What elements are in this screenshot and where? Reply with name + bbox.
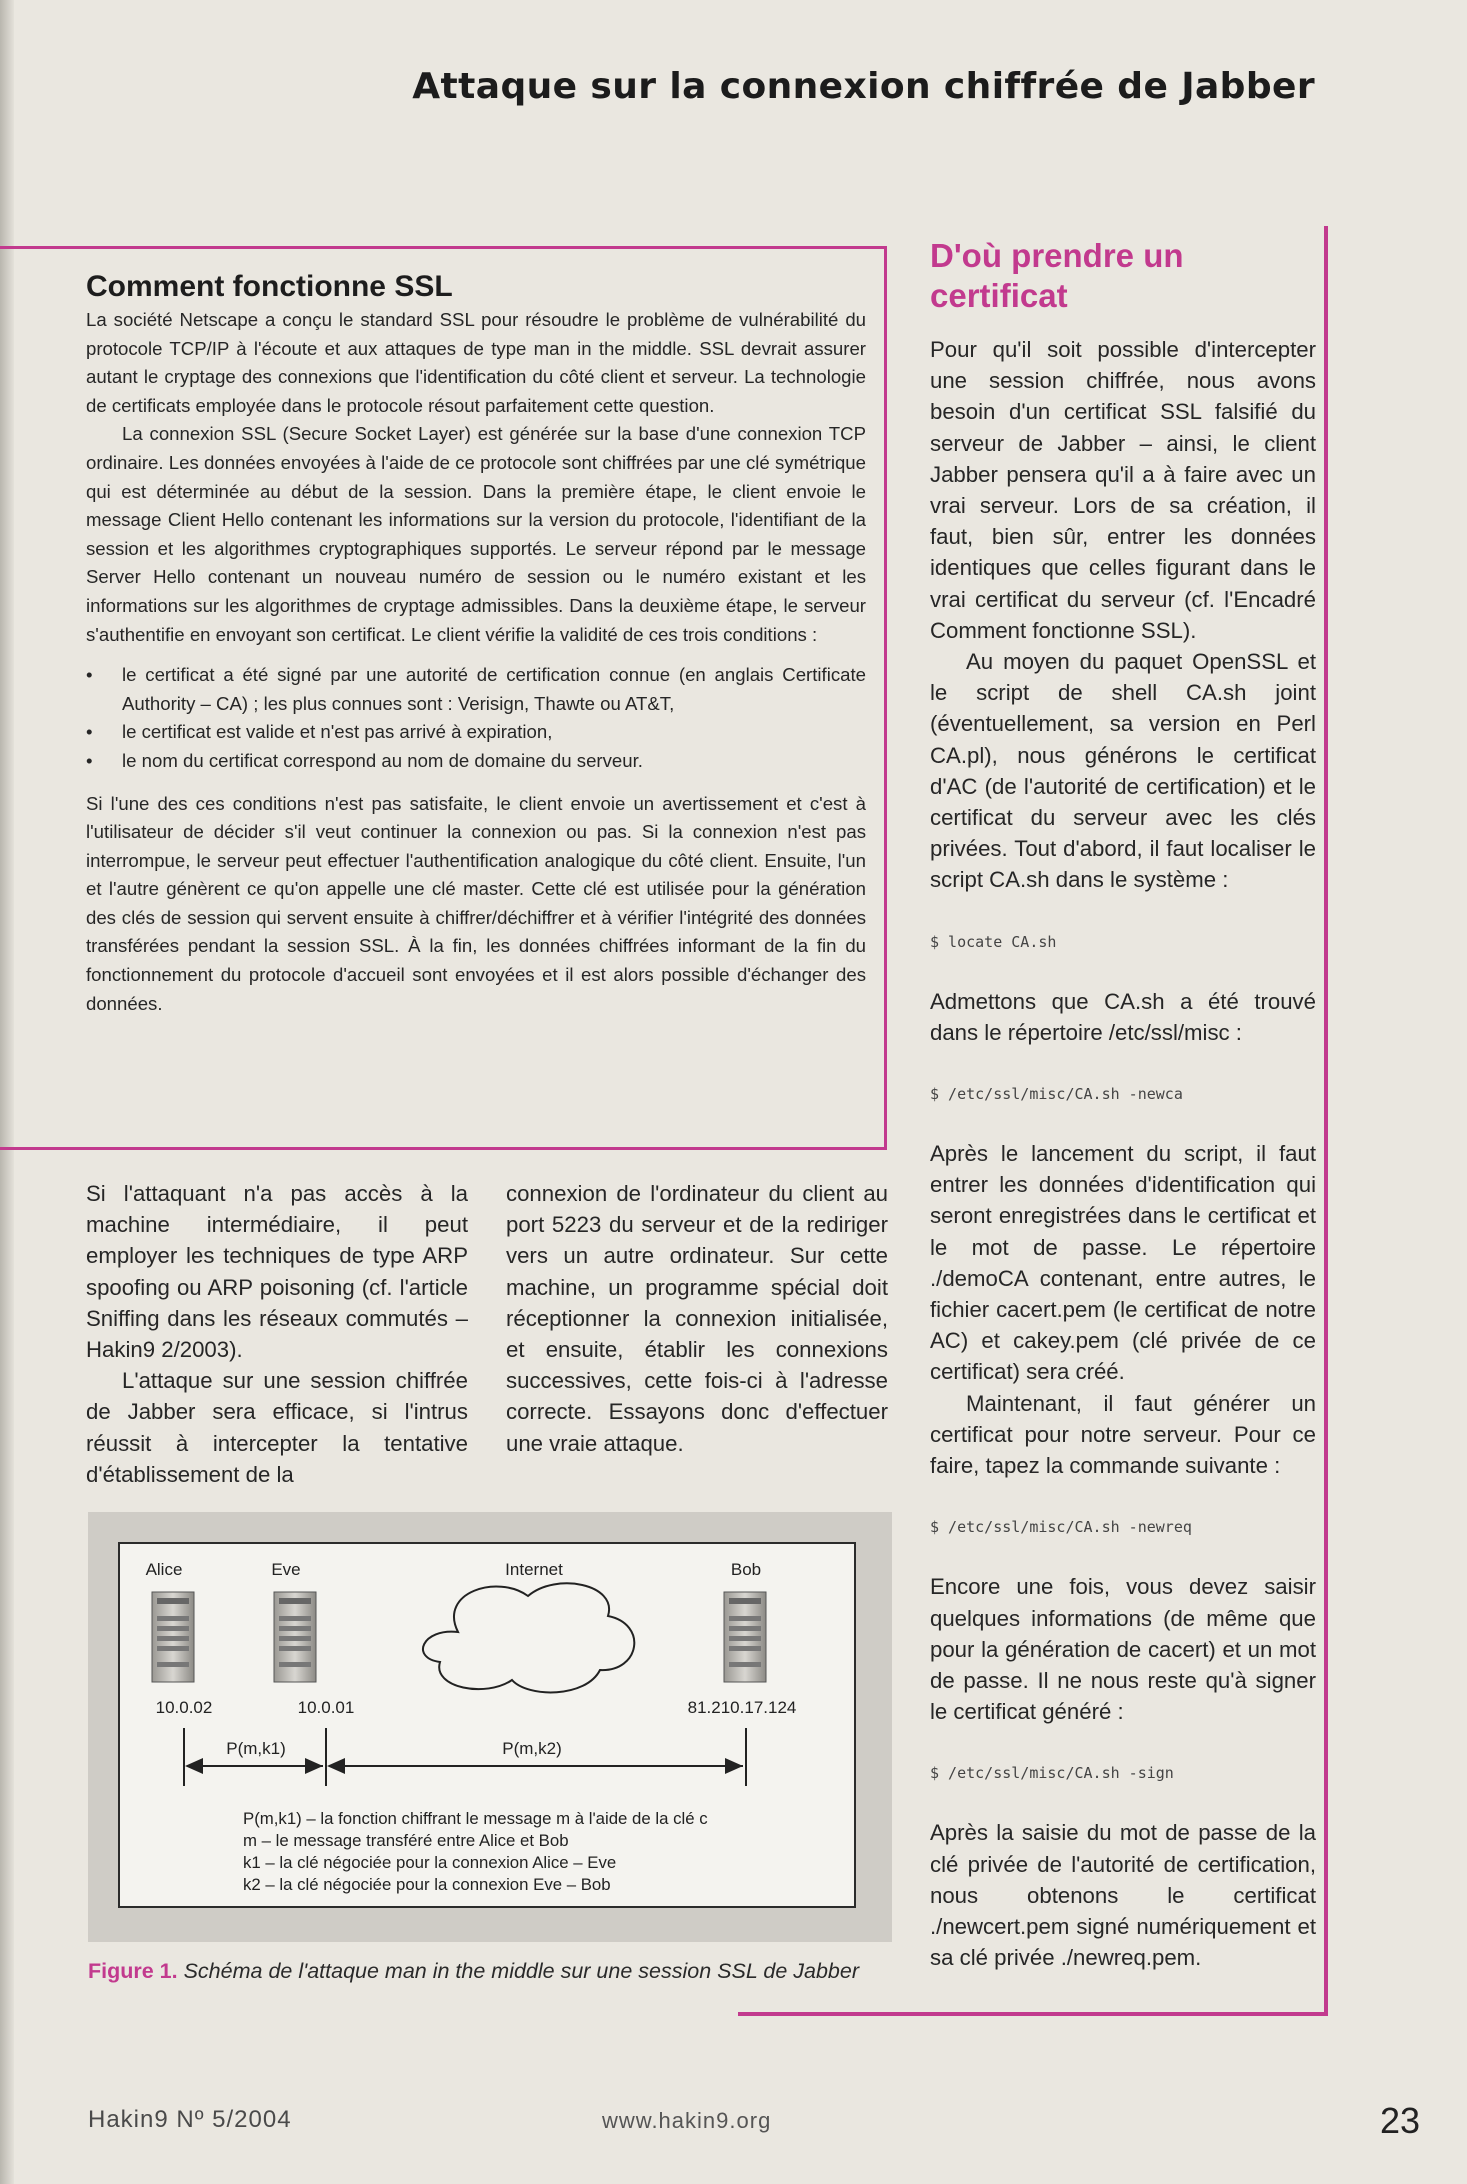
legend-line: P(m,k1) – la fonction chiffrant le message m à l'aide de la clé c <box>243 1809 708 1828</box>
right-column-title: D'où prendre un certificat <box>930 237 1184 314</box>
code-line: $ locate CA.sh <box>930 932 1057 951</box>
figure-1 <box>88 1512 892 1942</box>
internet-cloud-icon <box>423 1583 634 1692</box>
paragraph: Admettons que CA.sh a été trouvé dans le répertoire /etc/ssl/misc : <box>930 988 1316 1045</box>
paragraph: L'attaque sur une session chiffrée de Jabber sera efficace, si l'intrus réussit à intercepter la tentative d'établissement de la <box>86 1368 468 1487</box>
sidebar-title: Comment fonctionne SSL <box>86 270 453 303</box>
sidebar-conditions-list <box>86 661 866 775</box>
node-label-eve: Eve <box>271 1560 301 1579</box>
footer-issue: Hakin9 Nº 5/2004 <box>88 2106 292 2133</box>
right-column <box>930 236 1316 1973</box>
sidebar-paragraph: La société Netscape a conçu le standard SSL pour résoudre le problème de vulnérabilité du protocole TCP/IP à l'écoute et aux attaques de type man in the middle. SSL devrait assurer autant le cryptage des connexions que l'identification du côté client et serveur. La technologie de certificats employée dans le protocole résout parfaitement cette question. <box>86 309 866 416</box>
paragraph: connexion de l'ordinateur du client au port 5223 du serveur et de la rediriger vers un autre ordinateur. Sur cette machine, un programme spécial doit réceptionner la connexion initialisée, et ensuite, établir les connexions successives, cette fois-ci à l'adresse correcte. Essayons donc d'effectuer une vraie attaque. <box>506 1181 888 1456</box>
paragraph: Après la saisie du mot de passe de la clé privée de l'autorité de certification, nous obtenons le certificat ./newcert.pem signé numériquement et sa clé privée ./newreq.pem. <box>930 1820 1316 1971</box>
legend-line: k2 – la clé négociée pour la connexion Eve – Bob <box>243 1875 611 1894</box>
sidebar-paragraph: La connexion SSL (Secure Socket Layer) est générée sur la base d'une connexion TCP ordinaire. Les données envoyées à l'aide de ce protocole sont chiffrées par une clé symétrique qui est déterminée au début de la session. Dans la première étape, le client envoie le message Client Hello contenant les informations sur la version du protocole, l'identifiant de la session et les algorithmes cryptographiques supportés. Le serveur répond par le message Server Hello contenant un nouveau numéro de session ou le numéro existant et les informations sur les algorithmes de cryptage admissibles. Dans la deuxième étape, le serveur s'authentifie en envoyant son certificat. Le client vérifie la validité de ces trois conditions : <box>86 423 866 645</box>
bob-server-icon <box>724 1592 766 1682</box>
footer-website-link[interactable]: www.hakin9.org <box>602 2108 772 2133</box>
ip-label-eve: 10.0.01 <box>297 1698 355 1717</box>
list-item: • le certificat est valide et n'est pas arrivé à expiration, <box>86 718 866 747</box>
list-item: • le nom du certificat correspond au nom de domaine du serveur. <box>86 747 866 776</box>
paragraph: Maintenant, il faut générer un certificat pour notre serveur. Pour ce faire, tapez la commande suivante : <box>930 1390 1316 1479</box>
list-item: • le certificat a été signé par une autorité de certification connue (en anglais Certificate Authority – CA) ; les plus connues sont : Verisign, Thawte ou AT&T, <box>86 661 866 718</box>
page-number: 23 <box>1380 2100 1421 2141</box>
figure-legend <box>243 1808 803 1896</box>
sidebar-body <box>86 306 866 1018</box>
code-line: $ /etc/ssl/misc/CA.sh -newca <box>930 1085 1183 1104</box>
paragraph: Si l'attaquant n'a pas accès à la machine intermédiaire, il peut employer les techniques de type ARP spoofing ou ARP poisoning (cf. l'article Sniffing dans les réseaux commutés – Hakin9 2/2003). <box>86 1181 468 1363</box>
right-column-bottom-rule <box>738 2012 1328 2016</box>
node-label-bob: Bob <box>730 1560 762 1579</box>
sidebar-paragraph: Si l'une des ces conditions n'est pas satisfaite, le client envoie un avertissement et c'est à l'utilisateur de décider s'il veut continuer la connexion ou pas. Si la connexion n'est pas interrompue, le serveur peut effectuer l'authentification analogique du côté client. Ensuite, l'un et l'autre génèrent ce qu'on appelle une clé master. Cette clé est utilisée pour la génération des clés de session qui servent ensuite à chiffrer/déchiffrer et à vérifier l'intégrité des données transférées pendant la session SSL. À la fin, les données chiffrées informant de la fin du fonctionnement du protocole d'accueil sont envoyées et il est alors possible d'échanger des données. <box>86 792 866 1014</box>
running-header-title: Attaque sur la connexion chiffrée de Jabber <box>412 66 1315 107</box>
legend-line: m – le message transféré entre Alice et Bob <box>243 1831 569 1850</box>
legend-line: k1 – la clé négociée pour la connexion Alice – Eve <box>243 1853 617 1872</box>
figure-caption <box>88 1956 878 1987</box>
main-column-right <box>506 1178 888 1459</box>
paragraph: Après le lancement du script, il faut entrer les données d'identification qui seront enregistrées dans le certificat et le mot de passe. Le répertoire ./demoCA contenant, entre autres, le fichier cacert.pem (le certificat de notre AC) et cakey.pem (clé privée de ce certificat) sera créé. <box>930 1141 1316 1385</box>
main-column-left <box>86 1178 468 1490</box>
right-column-rule <box>1324 226 1328 2014</box>
eve-server-icon <box>274 1592 316 1682</box>
ip-label-alice: 10.0.02 <box>155 1698 213 1717</box>
ip-label-bob: 81.210.17.124 <box>687 1698 797 1717</box>
alice-server-icon <box>152 1592 194 1682</box>
arrow-label-k1: P(m,k1) <box>226 1739 286 1758</box>
code-line: $ /etc/ssl/misc/CA.sh -newreq <box>930 1518 1192 1537</box>
paragraph: Pour qu'il soit possible d'intercepter une session chiffrée, nous avons besoin d'un certificat SSL falsifié du serveur de Jabber – ainsi, le client Jabber pensera qu'il a à faire avec un vrai serveur. Lors de sa création, il faut, bien sûr, entrer les données identiques que celles figurant dans le vrai certificat du serveur (cf. l'Encadré Comment fonctionne SSL). <box>930 337 1316 643</box>
figure-caption-label: Figure 1. <box>88 1959 178 1983</box>
code-line: $ /etc/ssl/misc/CA.sh -sign <box>930 1764 1174 1783</box>
paragraph: Encore une fois, vous devez saisir quelques informations (de même que pour la génération de cacert) et un mot de passe. Il ne nous reste qu'à signer le certificat généré : <box>930 1574 1316 1725</box>
figure-caption-text: Schéma de l'attaque man in the middle sur une session SSL de Jabber <box>183 1959 859 1983</box>
node-label-internet: Internet <box>505 1560 563 1579</box>
arrow-label-k2: P(m,k2) <box>502 1739 562 1758</box>
paragraph: Au moyen du paquet OpenSSL et le script de shell CA.sh joint (éventuellement, sa version en Perl CA.pl), nous générons le certificat d'AC (de l'autorité de certification) et le certificat du serveur avec les clés privées. Tout d'abord, il faut localiser le script CA.sh dans le système : <box>930 649 1316 893</box>
node-label-alice: Alice <box>145 1560 183 1579</box>
